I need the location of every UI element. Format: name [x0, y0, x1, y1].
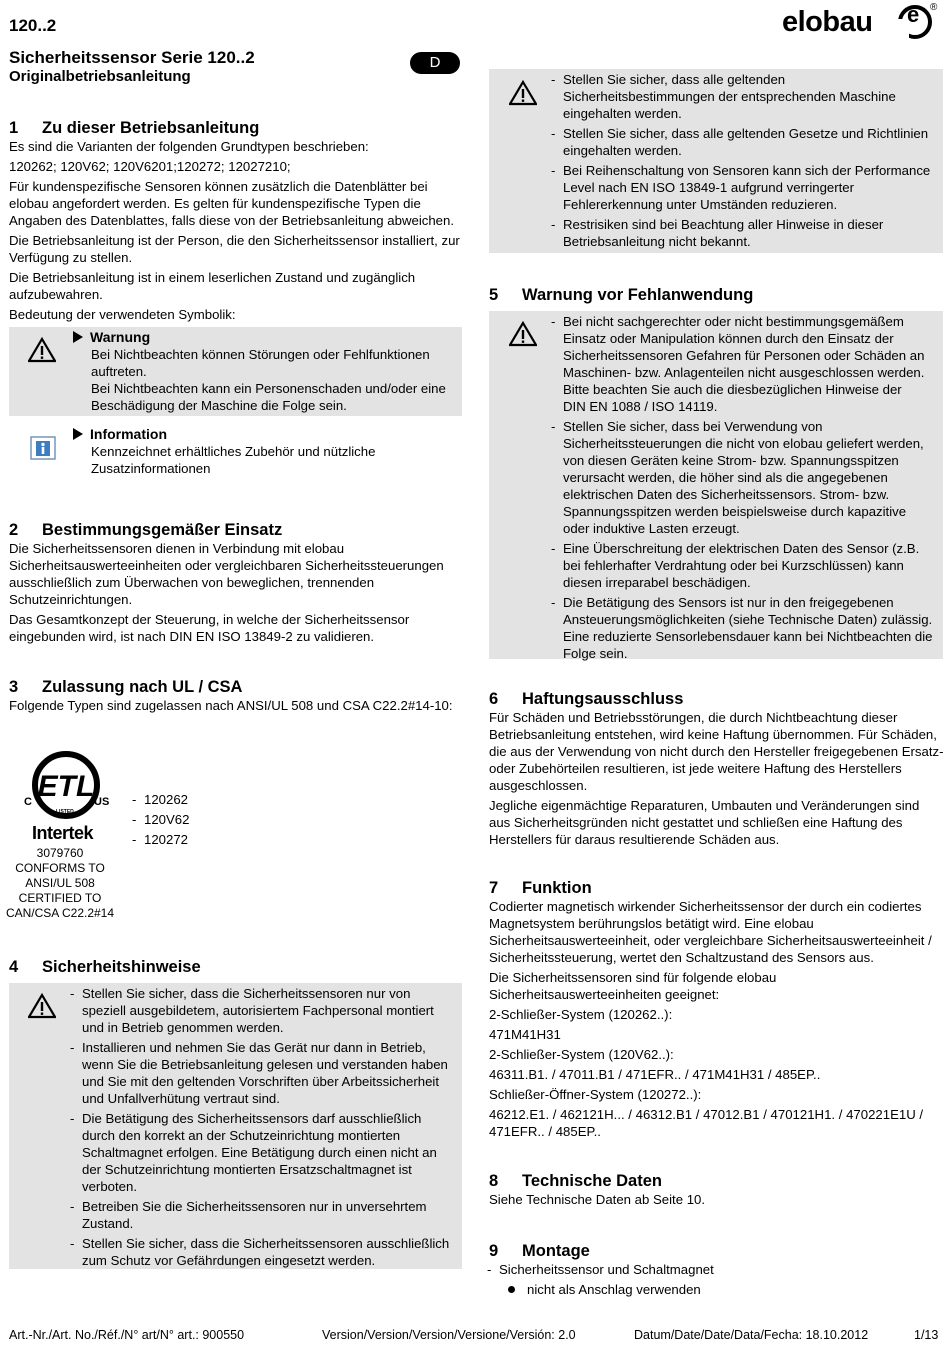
list-item-line: und in Betrieb genommen werden. — [82, 1020, 284, 1035]
section-2 — [9, 520, 464, 645]
section-7-text: 46212.E1. / 462121H... / 46312.B1 / 47012.B1 / 470121H1. / 470221E1U / — [489, 1107, 924, 1122]
section-7-text: 471EFR.. / 485EP.. — [489, 1124, 601, 1139]
section-7-heading: 7 Funktion — [489, 879, 592, 897]
section-6-text: Betriebsanleitung entstehen, wird keine Haftung übernommen. Für Schäden, — [489, 727, 937, 742]
section-6-heading: 6 Haftungsausschluss — [489, 690, 684, 708]
bullet-dot-icon — [508, 1286, 515, 1293]
approved-types-list — [128, 790, 189, 850]
list-item-line: oder induktive Lasten erzeugt. — [563, 521, 740, 536]
section-6-text: Für Schäden und Betriebsstörungen, die durch Nichtbeachtung dieser — [489, 710, 898, 725]
section-8-heading: 8 Technische Daten — [489, 1172, 662, 1190]
list-item — [66, 1039, 461, 1107]
section-7-text: 2-Schließer-System (120V62..): — [489, 1047, 674, 1062]
list-item-line: - Stellen Sie sicher, dass die Sicherheitssensoren ausschließlich — [82, 1236, 450, 1251]
warning-triangle-icon — [509, 80, 537, 106]
list-item-line: von diesen Geräten keine Strom- bzw. Spannungsspitzen — [563, 453, 899, 468]
section-3 — [9, 677, 464, 714]
section-8 — [489, 1171, 944, 1208]
cert-line: CERTIFIED TO — [18, 891, 102, 905]
section-7-text: 471M41H31 — [489, 1027, 561, 1042]
list-item-line: - Betreiben Sie die Sicherheitssensoren nur in unversehrtem — [82, 1199, 427, 1214]
list-item-line: - Stellen Sie sicher, dass die Sicherheitssensoren nur von — [82, 986, 411, 1001]
section-7-text: 46311.B1. / 47011.B1 / 471EFR.. / 471M41H31 / 485EP.. — [489, 1067, 821, 1082]
section-1-text: Die Betriebsanleitung ist der Person, die den Sicherheitssensor installiert, zur — [9, 233, 460, 248]
warning-triangle-icon — [509, 321, 537, 347]
section-9-list — [483, 1261, 944, 1278]
list-item — [547, 216, 942, 250]
section-6 — [489, 689, 947, 848]
section-2-text: Die Sicherheitssensoren dienen in Verbindung mit elobau — [9, 541, 345, 556]
list-item-line: verboten. — [82, 1179, 137, 1194]
section-5-heading: 5 Warnung vor Fehlanwendung — [489, 286, 754, 304]
warning-symbol-text: Bei Nichtbeachten können Störungen oder Fehlfunktionen — [91, 347, 430, 362]
section-1-text: Angaben des Datenblattes, falls diese von der Betriebsanleitung abweichen. — [9, 213, 455, 228]
section-1-text: Verfügung zu stellen. — [9, 250, 133, 265]
section-2-text: Schutzeinrichtungen. — [9, 592, 133, 607]
section-6-text: aus Sicherheitsgründen nicht gestattet und schließen eine Haftung des — [489, 815, 903, 830]
list-item-line: - Stellen Sie sicher, dass bei Verwendung von — [563, 419, 823, 434]
list-item-line: - Restrisiken sind bei Beachtung aller Hinweise in dieser — [563, 217, 884, 232]
safety-notes-continued-list — [547, 71, 942, 250]
information-icon — [30, 436, 56, 460]
section-7-text: Magnetsystem berührungslos betätigt wird. Eine elobau — [489, 916, 814, 931]
list-item-line: - Stellen Sie sicher, dass alle geltenden — [563, 72, 786, 87]
list-item-line: Sicherheitssensoren Gefahren für Personen oder Schäden an — [563, 348, 925, 363]
warning-symbol-title: Warnung — [73, 329, 458, 346]
list-item — [66, 1235, 461, 1269]
misuse-warning-box — [489, 311, 943, 659]
language-badge — [410, 52, 460, 74]
section-1-text: Für kundenspezifische Sensoren können zusätzlich die Datenblätter bei — [9, 179, 428, 194]
list-item: - 120262 — [128, 790, 189, 810]
section-1-text: 120262; 120V62; 120V6201;120272; 12027210; — [9, 159, 291, 174]
section-9-heading: 9 Montage — [489, 1242, 590, 1260]
language-badge-label: D — [429, 54, 441, 71]
section-7-text: Sicherheitsauswerteeinheit, oder vergleichbare Sicherheitsauswerteeinheit / — [489, 933, 932, 948]
list-item-line: Ansteuerungsmöglichkeiten (siehe Technische Daten) zulässig. — [563, 612, 933, 627]
information-symbol-title: Information — [73, 426, 458, 443]
list-item-line: und Unfallverhütung vertraut sind. — [82, 1091, 280, 1106]
warning-triangle-icon — [28, 337, 56, 363]
list-item — [547, 162, 942, 213]
list-item-line: bei fehlerhafter Verdrahtung oder bei Kurzschlüssen) kann — [563, 558, 904, 573]
section-1-heading: 1 Zu dieser Betriebsanleitung — [9, 119, 260, 137]
warning-symbol-text: Beschädigung der Maschine die Folge sein. — [91, 398, 347, 413]
list-item-line: Betriebsanleitung nicht bekannt. — [563, 234, 751, 249]
warning-symbol-text: Bei Nichtbeachten kann ein Personenschaden und/oder eine — [91, 381, 446, 396]
list-item-line: Fehlererkennung unter Umständen reduzieren. — [563, 197, 838, 212]
footer-article-number: Art.-Nr./Art. No./Réf./N° art/N° art.: 900550 — [9, 1328, 245, 1342]
list-item-line: - Eine Überschreitung der elektrischen Daten des Sensor (z.B. — [563, 541, 920, 556]
brand-name: elobau — [782, 6, 873, 38]
list-item: - 120V62 — [128, 810, 189, 830]
section-2-text: eingebunden wird, ist nach DIN EN ISO 13849-2 zu validieren. — [9, 629, 375, 644]
list-item — [66, 1198, 461, 1232]
list-item-line: Eine reduzierte Sensorlebensdauer kann bei Nichtbeachten die — [563, 629, 933, 644]
list-item-line: Folge sein. — [563, 646, 628, 661]
list-item-line: Spannungsspitzen werden beispielsweise durch kapazitive — [563, 504, 907, 519]
section-8-text: Siehe Technische Daten ab Seite 10. — [489, 1192, 706, 1207]
misuse-warning-list — [547, 313, 942, 662]
logo-listed: LISTED — [56, 809, 74, 815]
list-item-line: Schaltmagnet erfolgen. Eine Betätigung durch einen nicht an — [82, 1145, 437, 1160]
section-2-text: Sicherheitsauswerteeinheiten oder vergleichbaren Sicherheitssteuerungen — [9, 558, 444, 573]
section-1-text: aufzubewahren. — [9, 287, 103, 302]
list-item-line: verursacht werden, die höher sind als die angegebenen — [563, 470, 888, 485]
logo-intertek: Intertek — [32, 823, 94, 843]
information-symbol-text: Kennzeichnet erhältliches Zubehör und nützliche — [91, 444, 376, 459]
list-item: - Sicherheitssensor und Schaltmagnet — [483, 1261, 944, 1278]
warning-symbol-box — [9, 327, 462, 416]
section-6-text: Herstellers für daraus resultierende Schäden aus. — [489, 832, 780, 847]
list-item-line: eingehalten werden. — [563, 143, 682, 158]
safety-notes-continued-box — [489, 69, 943, 253]
list-item-line: DIN EN 1088 / ISO 14119. — [563, 399, 718, 414]
list-item: - 120272 — [128, 830, 189, 850]
section-7 — [489, 878, 947, 1140]
footer-date: Datum/Date/Date/Data/Fecha: 18.10.2012 — [634, 1328, 869, 1342]
section-7-text: Schließer-Öffner-System (120272..): — [489, 1087, 702, 1102]
section-1-text: Die Betriebsanleitung ist in einem leserlichen Zustand und zugänglich — [9, 270, 416, 285]
list-item-line: der Schutzeinrichtung montierten Ersatzschaltmagnet ist — [82, 1162, 412, 1177]
section-6-text: ausgeschlossen. — [489, 778, 588, 793]
list-item — [547, 540, 942, 591]
list-item-line: - Bei nicht sachgerechter oder nicht bestimmungsgemäßem — [563, 314, 904, 329]
section-2-text: Das Gesamtkonzept der Steuerung, in welche der Sicherheitssensor — [9, 612, 410, 627]
cert-line: CAN/CSA C22.2#14 — [5, 906, 115, 920]
list-item — [547, 594, 942, 662]
list-item — [547, 313, 942, 415]
document-subtitle: Originalbetriebsanleitung — [9, 68, 191, 85]
list-item-line: elektrischen Daten des Sicherheitssensors. Strom- bzw. — [563, 487, 890, 502]
list-item — [66, 985, 461, 1036]
list-item-line: - Die Betätigung des Sensors ist nur in den freigegebenen — [563, 595, 894, 610]
logo-us: US — [94, 796, 110, 808]
section-2-text: ausschließlich zum Überwachen von beweglichen, trennenden — [9, 575, 375, 590]
safety-notes-list — [66, 985, 461, 1269]
list-item-line: zum Schutz vor Gefährdungen eingesetzt werden. — [82, 1253, 376, 1268]
section-1 — [9, 118, 464, 323]
section-7-text: Codierter magnetisch wirkender Sicherheitssensor der durch ein codiertes — [489, 899, 922, 914]
list-item-line: - Installieren und nehmen Sie das Gerät nur dann in Betrieb, — [82, 1040, 426, 1055]
etl-certification-logo — [20, 750, 120, 846]
section-5-heading-wrap — [489, 285, 944, 305]
document-title: Sicherheitssensor Serie 120..2 — [9, 48, 255, 67]
list-item-line: speziell ausgebildetem, autorisiertem Fachpersonal montiert — [82, 1003, 434, 1018]
section-6-text: die aus der Verwendung von nicht durch den Hersteller freigegebenen Ersatz- — [489, 744, 944, 759]
list-item-line: wenn Sie die Betriebsanleitung gelesen und verstanden haben — [82, 1057, 448, 1072]
footer-page-number: 1/13 — [914, 1328, 939, 1342]
list-item-line: Level nach EN ISO 13849-1 aufgrund verringerter — [563, 180, 855, 195]
brand-mark: e — [907, 2, 920, 27]
warning-triangle-icon — [28, 993, 56, 1019]
brand-logo — [782, 2, 942, 42]
list-item — [547, 418, 942, 537]
list-item-line: und Sie mit den geltenden Vorschriften über Arbeitssicherheit — [82, 1074, 440, 1089]
list-item-line: - Bei Reihenschaltung von Sensoren kann sich der Performance — [563, 163, 931, 178]
section-3-heading: 3 Zulassung nach UL / CSA — [9, 678, 243, 696]
list-item-line: Zustand. — [82, 1216, 134, 1231]
section-9 — [489, 1241, 944, 1298]
section-1-text: Bedeutung der verwendeten Symbolik: — [9, 307, 236, 322]
list-item — [547, 71, 942, 122]
safety-notes-box — [9, 983, 462, 1269]
section-7-text: Die Sicherheitssensoren sind für folgende elobau — [489, 970, 777, 985]
list-item-line: durch den korrekt an der Schutzeinrichtung montierten — [82, 1128, 401, 1143]
section-4-heading-wrap — [9, 957, 464, 977]
logo-c: C — [24, 796, 32, 808]
section-6-text: oder Zubehörteilen resultieren, ist jede weitere Haftung des Herstellers — [489, 761, 902, 776]
section-1-text: elobau angefordert werden. Es gelten für kundenspezifische Typen die — [9, 196, 421, 211]
footer-version: Version/Version/Version/Versione/Versión: 2.0 — [322, 1328, 576, 1342]
list-item-line: Einsatz oder Manipulation können durch den Einsatz der — [563, 331, 894, 346]
list-item-line: - Die Betätigung des Sicherheitssensors darf ausschließlich — [82, 1111, 422, 1126]
cert-line: 3079760 — [36, 846, 84, 860]
arrow-right-icon — [73, 428, 83, 440]
cert-line: ANSI/UL 508 — [25, 876, 95, 890]
section-1-text: Es sind die Varianten der folgenden Grundtypen beschrieben: — [9, 139, 369, 154]
list-item — [66, 1110, 461, 1195]
list-item-line: Sicherheitssteuerungen die nicht von elobau geliefert werden, — [563, 436, 924, 451]
list-item — [547, 125, 942, 159]
list-item-line: Sicherheitsbestimmungen der entsprechenden Maschine — [563, 89, 896, 104]
section-7-text: 2-Schließer-System (120262..): — [489, 1007, 673, 1022]
bullet-text: nicht als Anschlag verwenden — [527, 1282, 701, 1297]
warning-symbol-text: auftreten. — [91, 364, 147, 379]
information-symbol-text: Zusatzinformationen — [91, 461, 211, 476]
list-item-line: - Stellen Sie sicher, dass alle geltenden Gesetze und Richtlinien — [563, 126, 929, 141]
cert-line: CONFORMS TO — [15, 861, 105, 875]
page-tag: 120..2 — [9, 16, 57, 35]
section-6-text: Jegliche eigenmächtige Reparaturen, Umbauten und Veränderungen sind — [489, 798, 920, 813]
section-4-heading: 4 Sicherheitshinweise — [9, 958, 201, 976]
list-item-line: diesen irreparabel beschädigen. — [563, 575, 751, 590]
certification-text — [5, 846, 115, 921]
registered-mark: ® — [930, 2, 938, 13]
list-item-line: Bitte beachten Sie auch die diesbezüglichen Hinweise der — [563, 382, 902, 397]
bullet-item — [489, 1281, 944, 1298]
list-item-line: eingehalten werden. — [563, 106, 682, 121]
section-7-text: Sicherheitsauswerteeinheiten geeignet: — [489, 987, 720, 1002]
svg-text:ETL: ETL — [37, 770, 95, 803]
list-item-line: Maschinen- bzw. Anlagenteilen nicht ausgeschlossen werden. — [563, 365, 925, 380]
section-3-intro: Folgende Typen sind zugelassen nach ANSI/UL 508 und CSA C22.2#14-10: — [9, 698, 453, 713]
section-7-text: Sicherheitssteuerung, wertet den Schaltzustand des Sensors aus. — [489, 950, 874, 965]
section-2-heading: 2 Bestimmungsgemäßer Einsatz — [9, 521, 283, 539]
arrow-right-icon — [73, 331, 83, 343]
information-symbol-box — [9, 426, 462, 478]
